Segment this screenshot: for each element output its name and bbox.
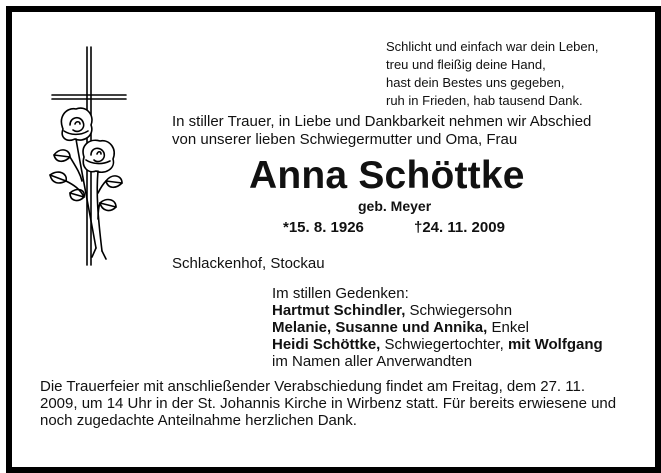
- mourner-entry: [272, 302, 603, 319]
- closing-line: noch zugedachte Anteilnahme herzlichen Dank.: [40, 412, 357, 429]
- mourner-relation: Schwiegertochter,: [380, 336, 508, 353]
- intro-line: In stiller Trauer, in Liebe und Dankbarkeit nehmen wir Abschied: [172, 113, 592, 130]
- closing-line: 2009, um 14 Uhr in der St. Johannis Kirche in Wirbenz statt. Für bereits erwiesene und: [40, 395, 617, 412]
- mourner-name: Melanie, Susanne und Annika,: [272, 319, 488, 336]
- place-of-residence: Schlackenhof, Stockau: [172, 255, 325, 272]
- mourner-relation: Schwiegersohn: [405, 302, 513, 319]
- cross-with-roses-icon: [40, 43, 135, 268]
- mourner-extra: mit Wolfgang: [507, 336, 603, 353]
- maiden-name: geb. Meyer: [358, 198, 432, 214]
- intro-text: [172, 113, 591, 149]
- closing-line: Die Trauerfeier mit anschließender Verabschiedung findet am Freitag, dem 27. 11.: [40, 378, 586, 395]
- poem-line: ruh in Frieden, hab tausend Dank.: [386, 93, 583, 108]
- death-date: †24. 11. 2009: [414, 219, 505, 236]
- poem-line: Schlicht und einfach war dein Leben,: [386, 39, 599, 54]
- poem-line: treu und fleißig deine Hand,: [386, 57, 546, 72]
- mourners-block: [272, 285, 603, 370]
- poem-line: hast dein Bestes uns gegeben,: [386, 75, 565, 90]
- mourner-relation: Enkel: [487, 319, 530, 336]
- mourners-footer: im Namen aller Anverwandten: [272, 353, 473, 370]
- birth-date: *15. 8. 1926: [283, 219, 364, 236]
- mourner-entry: [272, 319, 603, 336]
- mourner-name: Heidi Schöttke,: [272, 336, 381, 353]
- mourner-entry: [272, 336, 603, 353]
- poem: [386, 38, 598, 110]
- intro-line: von unserer lieben Schwiegermutter und Oma, Frau: [172, 131, 518, 148]
- mourner-name: Hartmut Schindler,: [272, 302, 406, 319]
- deceased-name: Anna Schöttke: [249, 154, 525, 197]
- closing-text: [40, 378, 616, 429]
- mourners-heading: Im stillen Gedenken:: [272, 285, 409, 302]
